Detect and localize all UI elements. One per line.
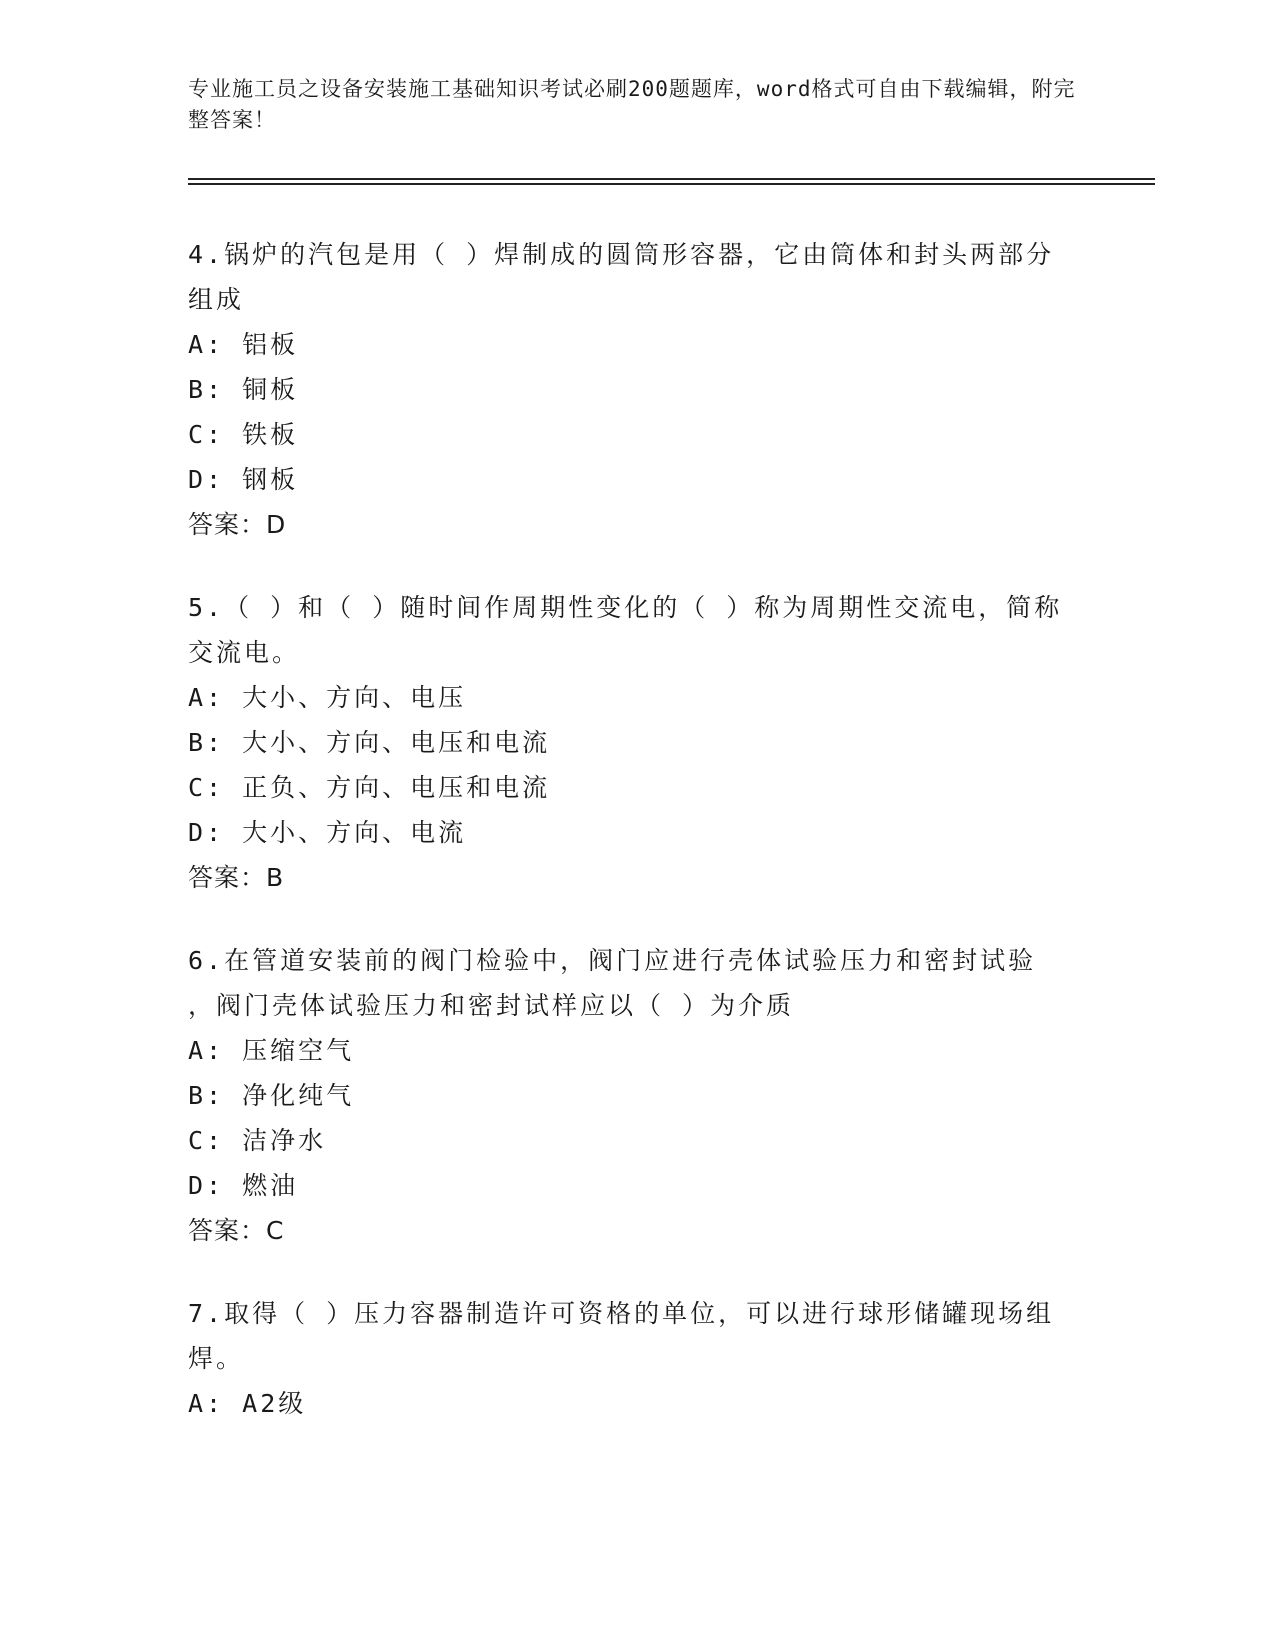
option-d: D: 大小、方向、电流 xyxy=(188,818,467,847)
document-header: 专业施工员之设备安装施工基础知识考试必刷200题题库，word格式可自由下载编辑，附完整答案！ xyxy=(188,77,1076,132)
question-stem-continued: ，阀门壳体试验压力和密封试样应以（ ）为介质 xyxy=(188,991,795,1020)
option-a: A: 压缩空气 xyxy=(188,1036,355,1065)
option-d: D: 钢板 xyxy=(188,465,299,494)
header-divider-bottom xyxy=(188,183,1155,185)
option-c: C: 正负、方向、电压和电流 xyxy=(188,773,551,802)
question-stem-continued: 焊。 xyxy=(188,1344,245,1373)
answer: 答案：D xyxy=(188,510,287,539)
option-a: A: 大小、方向、电压 xyxy=(188,683,467,712)
question-4 xyxy=(188,232,1088,547)
question-stem: 5.（ ）和（ ）随时间作周期性变化的（ ）称为周期性交流电，简称 xyxy=(188,593,1063,622)
option-b: B: 铜板 xyxy=(188,375,299,404)
question-stem: 6.在管道安装前的阀门检验中，阀门应进行壳体试验压力和密封试验 xyxy=(188,946,1037,975)
option-b: B: 大小、方向、电压和电流 xyxy=(188,728,551,757)
question-list xyxy=(188,232,1088,1464)
answer: 答案：C xyxy=(188,1216,285,1245)
question-stem-continued: 组成 xyxy=(188,285,245,314)
option-d: D: 燃油 xyxy=(188,1171,299,1200)
option-c: C: 洁净水 xyxy=(188,1126,327,1155)
answer: 答案：B xyxy=(188,863,285,892)
question-stem: 4.锅炉的汽包是用（ ）焊制成的圆筒形容器，它由筒体和封头两部分 xyxy=(188,240,1055,269)
option-a: A: 铝板 xyxy=(188,330,299,359)
question-7 xyxy=(188,1291,1088,1426)
option-c: C: 铁板 xyxy=(188,420,299,449)
header-divider-top xyxy=(188,178,1155,180)
question-stem: 7.取得（ ）压力容器制造许可资格的单位，可以进行球形储罐现场组 xyxy=(188,1299,1055,1328)
question-5 xyxy=(188,585,1088,900)
question-stem-continued: 交流电。 xyxy=(188,638,301,667)
option-a: A: A2级 xyxy=(188,1389,307,1418)
option-b: B: 净化纯气 xyxy=(188,1081,355,1110)
question-6 xyxy=(188,938,1088,1253)
